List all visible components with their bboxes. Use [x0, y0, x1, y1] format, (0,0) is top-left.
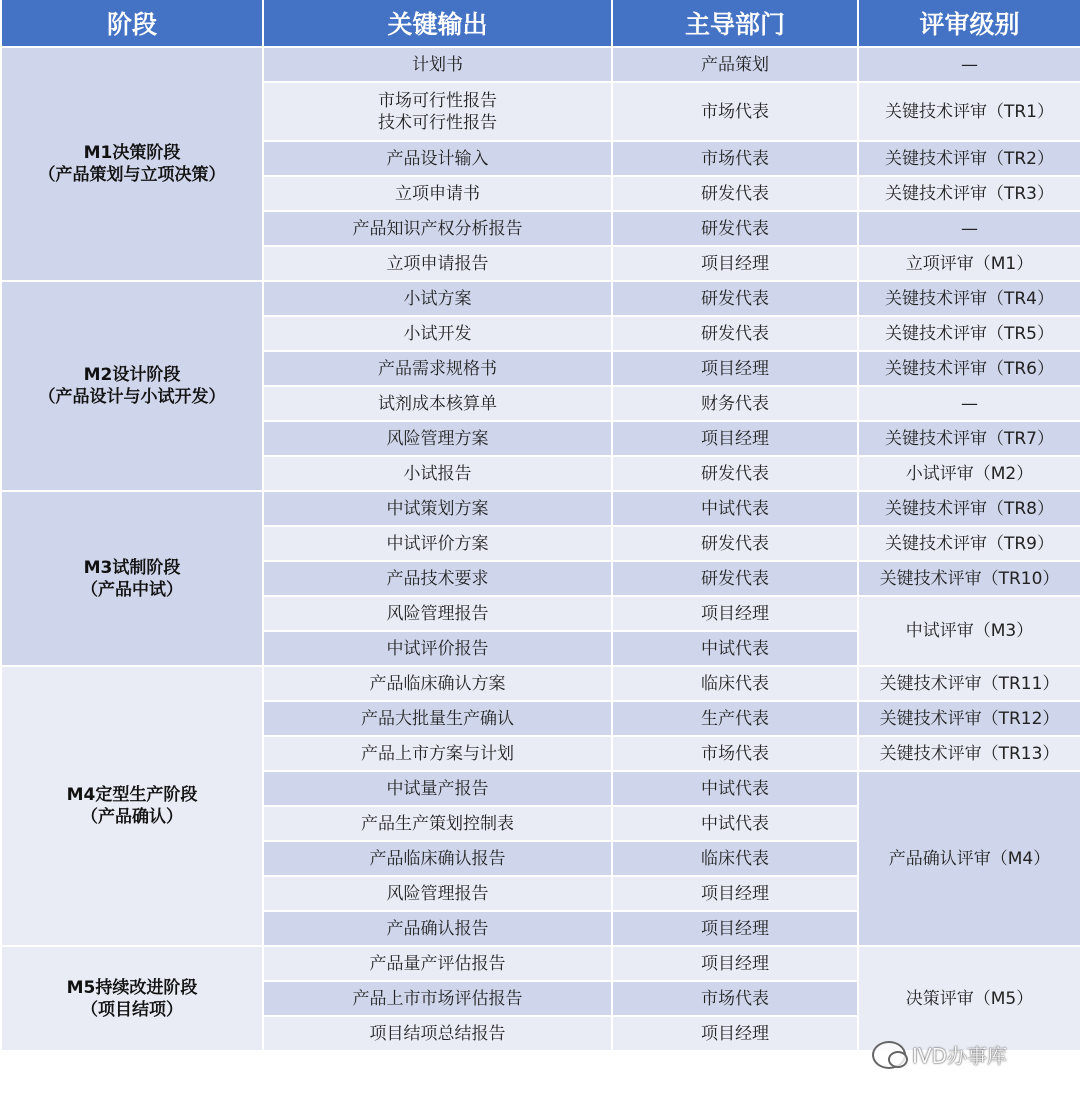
dept-cell: 临床代表 [612, 841, 858, 876]
dept-cell: 项目经理 [612, 596, 858, 631]
review-cell: 关键技术评审（TR11） [858, 666, 1080, 701]
dept-cell: 研发代表 [612, 211, 858, 246]
output-cell: 产品确认报告 [263, 911, 612, 946]
review-cell: 关键技术评审（TR1） [858, 82, 1080, 141]
dept-cell: 产品策划 [612, 47, 858, 82]
dept-cell: 项目经理 [612, 946, 858, 981]
dept-cell: 研发代表 [612, 561, 858, 596]
review-cell: — [858, 47, 1080, 82]
dept-cell: 研发代表 [612, 176, 858, 211]
dept-cell: 生产代表 [612, 701, 858, 736]
dept-cell: 项目经理 [612, 351, 858, 386]
dept-cell: 临床代表 [612, 666, 858, 701]
dept-cell: 项目经理 [612, 876, 858, 911]
stage-m5-title: M5持续改进阶段 [66, 977, 198, 998]
stage-m3-subtitle: （产品中试） [81, 579, 183, 600]
stage-m3-title: M3试制阶段 [83, 557, 181, 578]
dept-cell: 项目经理 [612, 421, 858, 456]
header-output: 关键输出 [263, 0, 612, 47]
dept-cell: 中试代表 [612, 806, 858, 841]
review-cell: 关键技术评审（TR6） [858, 351, 1080, 386]
output-cell: 风险管理报告 [263, 596, 612, 631]
output-cell: 小试方案 [263, 281, 612, 316]
review-cell: 关键技术评审（TR10） [858, 561, 1080, 596]
dept-cell: 市场代表 [612, 981, 858, 1016]
wechat-icon [872, 1041, 906, 1069]
output-cell: 项目结项总结报告 [263, 1016, 612, 1051]
output-cell: 产品量产评估报告 [263, 946, 612, 981]
output-line: 技术可行性报告 [378, 112, 497, 133]
stage-m2 [1, 281, 263, 491]
review-cell: 产品确认评审（M4） [858, 771, 1080, 946]
output-cell: 小试报告 [263, 456, 612, 491]
review-cell: 关键技术评审（TR3） [858, 176, 1080, 211]
stage-m4-title: M4定型生产阶段 [66, 785, 198, 805]
header-stage: 阶段 [1, 0, 263, 47]
output-cell: 产品大批量生产确认 [263, 701, 612, 736]
table-row [1, 491, 1080, 526]
output-cell [263, 82, 612, 141]
stage-m5 [1, 946, 263, 1051]
output-cell: 风险管理报告 [263, 876, 612, 911]
dept-cell: 项目经理 [612, 246, 858, 281]
output-cell: 风险管理方案 [263, 421, 612, 456]
stage-m4-subtitle: （产品确认） [81, 807, 183, 827]
output-cell: 试剂成本核算单 [263, 386, 612, 421]
review-cell: 关键技术评审（TR7） [858, 421, 1080, 456]
dept-cell: 项目经理 [612, 1016, 858, 1051]
stage-m2-subtitle: （产品设计与小试开发） [38, 387, 226, 407]
review-cell: — [858, 211, 1080, 246]
output-cell: 中试量产报告 [263, 771, 612, 806]
review-cell: 关键技术评审（TR8） [858, 491, 1080, 526]
output-cell: 计划书 [263, 47, 612, 82]
review-cell: 关键技术评审（TR12） [858, 701, 1080, 736]
output-cell: 产品设计输入 [263, 141, 612, 176]
stage-m5-subtitle: （项目结项） [81, 999, 183, 1020]
review-cell: — [858, 386, 1080, 421]
dept-cell: 研发代表 [612, 456, 858, 491]
review-cell: 关键技术评审（TR2） [858, 141, 1080, 176]
dept-cell: 项目经理 [612, 911, 858, 946]
header-review: 评审级别 [858, 0, 1080, 47]
output-cell: 产品临床确认报告 [263, 841, 612, 876]
dept-cell: 市场代表 [612, 736, 858, 771]
stage-m2-title: M2设计阶段 [83, 365, 181, 385]
output-cell: 中试评价方案 [263, 526, 612, 561]
output-cell: 产品生产策划控制表 [263, 806, 612, 841]
stage-m1-title: M1决策阶段 [83, 143, 181, 163]
review-cell: 决策评审（M5） [858, 946, 1080, 1051]
dept-cell: 中试代表 [612, 491, 858, 526]
dept-cell: 研发代表 [612, 526, 858, 561]
review-cell: 关键技术评审（TR13） [858, 736, 1080, 771]
table-row [1, 666, 1080, 701]
output-cell: 中试策划方案 [263, 491, 612, 526]
review-cell: 关键技术评审（TR4） [858, 281, 1080, 316]
stage-m4 [1, 666, 263, 946]
dept-cell: 研发代表 [612, 316, 858, 351]
stage-m1 [1, 47, 263, 281]
output-cell: 产品上市方案与计划 [263, 736, 612, 771]
dept-cell: 中试代表 [612, 631, 858, 666]
output-cell: 立项申请报告 [263, 246, 612, 281]
watermark [872, 1040, 1007, 1069]
review-cell: 关键技术评审（TR9） [858, 526, 1080, 561]
stage-m3 [1, 491, 263, 666]
review-cell: 立项评审（M1） [858, 246, 1080, 281]
output-cell: 产品临床确认方案 [263, 666, 612, 701]
dept-cell: 财务代表 [612, 386, 858, 421]
dept-cell: 市场代表 [612, 82, 858, 141]
output-line: 市场可行性报告 [378, 90, 497, 111]
review-cell: 小试评审（M2） [858, 456, 1080, 491]
table-row [1, 281, 1080, 316]
watermark-text: IVD办事库 [912, 1044, 1007, 1068]
table-row [1, 946, 1080, 981]
stage-m1-subtitle: （产品策划与立项决策） [38, 165, 226, 185]
review-cell: 关键技术评审（TR5） [858, 316, 1080, 351]
output-cell: 小试开发 [263, 316, 612, 351]
output-cell: 立项申请书 [263, 176, 612, 211]
table-row [1, 47, 1080, 82]
review-cell: 中试评审（M3） [858, 596, 1080, 666]
output-cell: 产品需求规格书 [263, 351, 612, 386]
dept-cell: 研发代表 [612, 281, 858, 316]
output-cell: 产品上市市场评估报告 [263, 981, 612, 1016]
output-cell: 产品知识产权分析报告 [263, 211, 612, 246]
table-header-row [1, 0, 1080, 47]
dept-cell: 中试代表 [612, 771, 858, 806]
dept-cell: 市场代表 [612, 141, 858, 176]
output-cell: 产品技术要求 [263, 561, 612, 596]
output-cell: 中试评价报告 [263, 631, 612, 666]
header-dept: 主导部门 [612, 0, 858, 47]
